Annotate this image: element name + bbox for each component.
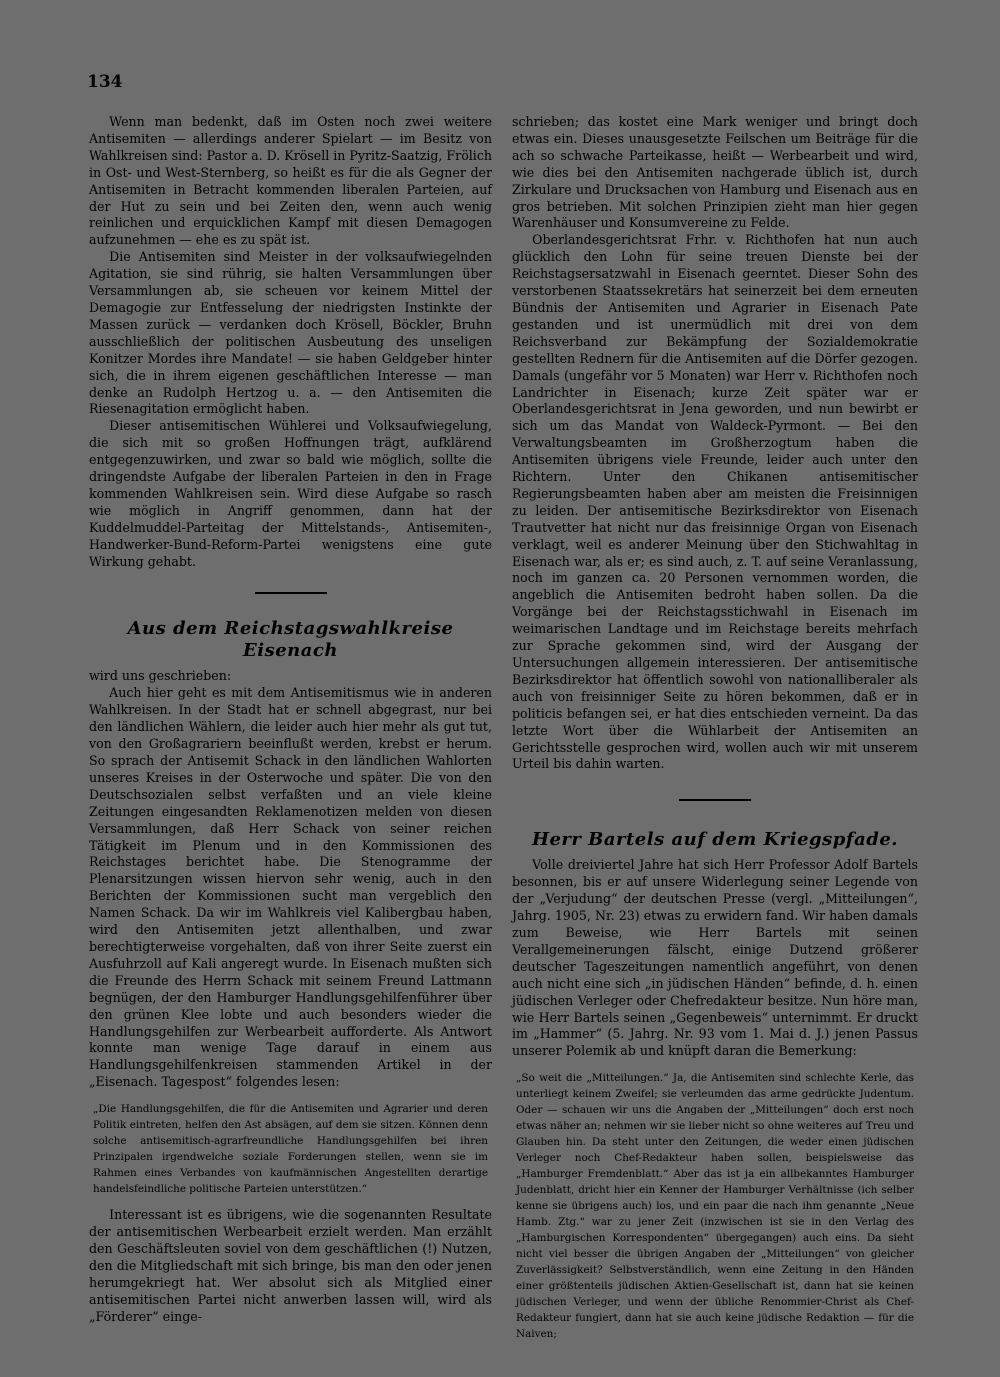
paragraph: Volle dreiviertel Jahre hat sich Herr Professor Adolf Bartels besonnen, bis er auf unsere Widerlegung seiner Legende von der „Verjudung“ der deutschen Presse (vergl. „Mitteilungen“, Jahrg. 1905, Nr. 23) etwas zu erwidern fand. Wir haben damals zum Beweise, wie Herr Bartels mit seinen Verallgemeinerungen fälscht, einige Dutzend größerer deutscher Tageszeitungen namentlich angeführt, von denen auch nicht eine sich „in jüdischen Händen“ befinde, d. h. einen jüdischen Verleger oder Chefredakteur besitze. Nun höre man, wie Herr Bartels seinen „Gegenbeweis“ unternimmt. Er druckt im „Hammer“ (5. Jahrg. Nr. 93 vom 1. Mai d. J.) jenen Passus unserer Polemik ab und knüpft daran die Bemerkung: [512, 857, 918, 1059]
section-divider [679, 799, 751, 801]
block-quote: „So weit die „Mitteilungen.“ Ja, die Antisemiten sind schlechte Kerle, das unterliegt keinem Zweifel; sie verleumden das arme gedrückte Judentum. Oder — schauen wir uns die Angaben der „Mitteilungen“ doch erst noch etwas näher an; nehmen wir sie lieber nicht so ohne weiteres auf Treu und Glauben hin. Da steht unter den Zeitungen, die weder einen jüdischen Verleger noch Chef-Redakteur haben sollen, beispielsweise das „Hamburger Fremdenblatt.“ Aber das ist ja ein allbekanntes Hamburger Judenblatt, dricht hier ein Kenner der Hamburger Verhältnisse (ich selber kenne sie übrigens auch) los, und ein paar die nach ihm genannte „Neue Hamb. Ztg.“ war zu jener Zeit (inzwischen ist sie in den Verlag des „Hamburgischen Korrespondenten“ übergegangen) auch eins. Da sieht nicht viel besser die übrigen Angaben der „Mitteilungen“ von gleicher Zuverlässigkeit? Selbstverständlich, wenn eine Zeitung in den Händen einer größtenteils jüdischen Aktien-Gesellschaft ist, dann hat sie keinen jüdischen Verleger, und wenn der übliche Renommier-Christ als Chef-Redakteur fungiert, dann hat sie auch keine jüdische Redaktion — für die Naiven; [516, 1072, 914, 1341]
paragraph: Interessant ist es übrigens, wie die sogenannten Resultate der antisemitischen Werbearbeit erzielt werden. Man erzählt den Geschäftsleuten soviel von dem geschäftlichen (!) Nutzen, den die Mitgliedschaft mit sich bringe, bis man den oder jenen herumgekriegt hat. Wer absolut sich als Mitglied einer antisemitischen Partei nicht anwerben lassen will, wird als „Förderer“ einge- [89, 1207, 492, 1324]
paragraph: Oberlandesgerichtsrat Frhr. v. Richthofen hat nun auch glücklich den Lohn für seine treuen Dienste bei der Reichstagsersatzwahl in Eisenach geerntet. Dieser Sohn des verstorbenen Staatssekretärs hat seinerzeit bei dem erneuten Bündnis der Antisemiten und Agrarier in Eisenach Pate gestanden und ist unermüdlich mit drei von dem Reichsverband zur Bekämpfung der Sozialdemokratie gestellten Rednern für die Antisemiten auf die Dörfer gezogen. Damals (ungefähr vor 5 Monaten) war Herr v. Richthofen noch Landrichter in Eisenach; kurze Zeit später war er Oberlandesgerichtsrat in Jena geworden, und nun bewirbt er sich um das Mandat von Waldeck-Pyrmont. — Bei den Verwaltungsbeamten im Großherzogtum haben die Antisemiten übrigens viele Freunde, leider auch unter den Richtern. Unter den Chikanen antisemitischer Regierungsbeamten haben aber am meisten die Freisinnigen zu leiden. Der antisemitische Bezirksdirektor von Eisenach Trautvetter hat nicht nur das freisinnige Organ von Eisenach verklagt, weil es anderer Meinung über den Stichwahltag in Eisenach war, als er; es sind auch, z. T. auf seine Veranlassung, noch im ganzen ca. 20 Personen vernommen worden, die angeblich die Antisemiten bedroht haben sollen. Da die Vorgänge bei der Reichstagsstichwahl in Eisenach im weimarischen Landtage und im Reichstage bereits mehrfach zur Sprache gekommen sind, wird der Ausgang der Untersuchungen allgemein interessieren. Der antisemitische Bezirksdirektor hat öffentlich sowohl von nationalliberaler als auch von freisinniger Seite zu hören bekommen, daß er in politicis befangen sei, er hat dies entschieden verneint. Da das letzte Wort über die Wühlarbeit der Antisemiten an Gerichtsstelle gesprochen wird, wollen auch wir mit unserem Urteil bis dahin warten. [512, 232, 918, 772]
paragraph: Die Antisemiten sind Meister in der volksaufwiegelnden Agitation, sie sind rührig, sie halten Versammlungen über Versammlungen ab, sie scheuen vor keinem Mittel der Demagogie zur Entfesselung der niedrigsten Instinkte der Massen zurück — verdanken doch Krösell, Böckler, Bruhn ausschließlich der politischen Ausbeutung des unseligen Konitzer Mordes ihre Mandate! — sie haben Geldgeber hinter sich, die in ihrem eigenen geschäftlichen Interesse — man denke an Rudolph Hertzog u. a. — den Antisemiten die Riesenagitation ermöglicht haben. [89, 249, 492, 417]
article-heading: Herr Bartels auf dem Kriegspfade. [531, 829, 899, 851]
paragraph: Wenn man bedenkt, daß im Osten noch zwei weitere Antisemiten — allerdings anderer Spielart — im Besitz von Wahlkreisen sind: Pastor a. D. Krösell in Pyritz-Saatzig, Frölich in Ost- und West-Sternberg, so heißt es für die als Gegner der Antisemiten in Betracht kommenden liberalen Parteien, auf der Hut zu sein und bei Zeiten den, wenn auch wenig reinlichen und erquicklichen Kampf mit diesen Demagogen aufzunehmen — ehe es zu spät ist. [89, 114, 492, 248]
paragraph: Dieser antisemitischen Wühlerei und Volksaufwiegelung, die sich mit so großen Hoffnungen trägt, aufklärend entgegenzuwirken, und zwar so bald wie möglich, sollte die dringendste Aufgabe der liberalen Parteien in den in Frage kommenden Wahlkreisen sein. Wird diese Aufgabe so rasch wie möglich in Angriff genommen, dann hat der Kuddelmuddel-Parteitag der Mittelstands-, Antisemiten-, Handwerker-Bund-Reform-Partei wenigstens eine gute Wirkung gehabt. [89, 418, 492, 569]
page-number: 134 [87, 72, 123, 92]
paragraph: wird uns geschrieben: [89, 668, 232, 684]
paragraph: schrieben; das kostet eine Mark weniger und bringt doch etwas ein. Dieses unausgesetzte Feilschen um Beiträge für die ach so schwache Parteikasse, heißt — Werbearbeit und wird, wie dies bei den Antisemiten nachgerade üblich ist, durch Zirkulare und Drucksachen von Hamburg und Eisenach aus en gros betrieben. Mit solchen Prinzipien zieht man hier gegen Warenhäuser und Konsumvereine zu Felde. [512, 114, 918, 231]
paragraph: Auch hier geht es mit dem Antisemitismus wie in anderen Wahlkreisen. In der Stadt hat er schnell abgegrast, nur bei den ländlichen Wählern, die leider auch hier mehr als gut tut, von den Großagrariern beeinflußt werden, krebst er herum. So sprach der Antisemit Schack in den ländlichen Wahlorten unseres Kreises in der Osterwoche und später. Die von den Deutschsozialen selbst verfaßten und an viele kleine Zeitungen eingesandten Reklamenotizen melden von diesen Versammlungen, daß Herr Schack von seiner reichen Tätigkeit im Plenum und in den Kommissionen des Reichstages berichtet habe. Die Stenogramme der Plenarsitzungen wissen hiervon sehr wenig, auch in den Berichten der Kommissionen sucht man vergeblich den Namen Schack. Da wir im Wahlkreis viel Kalibergbau haben, wird den Antisemiten jetzt allenthalben, und zwar berechtigterweise vorgehalten, daß von ihrer Seite zuerst ein Ausfuhrzoll auf Kali angeregt wurde. In Eisenach mußten sich die Freunde des Herrn Schack mit seinem Freund Lattmann begnügen, der den Hamburger Handlungsgehilfenführer über den grünen Klee lobte und auch besonders wieder die Handlungsgehilfen zur Werbearbeit aufforderte. Als Antwort konnte man wenige Tage darauf in einem aus Handlungsgehilfenkreisen stammenden Artikel in der „Eisenach. Tagespost“ folgendes lesen: [89, 685, 492, 1090]
section-divider [255, 592, 327, 594]
article-heading: Aus dem Reichstagswahlkreise Eisenach [127, 618, 454, 662]
left-column [89, 114, 492, 1325]
block-quote: „Die Handlungsgehilfen, die für die Antisemiten und Agrarier und deren Politik eintreten, helfen den Ast absägen, auf dem sie sitzen. Können denn solche antisemitisch-agrarfreundliche Handlungsgehilfen bei ihren Prinzipalen irgendwelche soziale Forderungen stellen, wenn sie im Rahmen eines Verbandes von kaufmännischen Angestellten derartige handelsfeindliche politische Parteien unterstützen.“ [93, 1103, 488, 1196]
right-column [512, 114, 918, 1352]
